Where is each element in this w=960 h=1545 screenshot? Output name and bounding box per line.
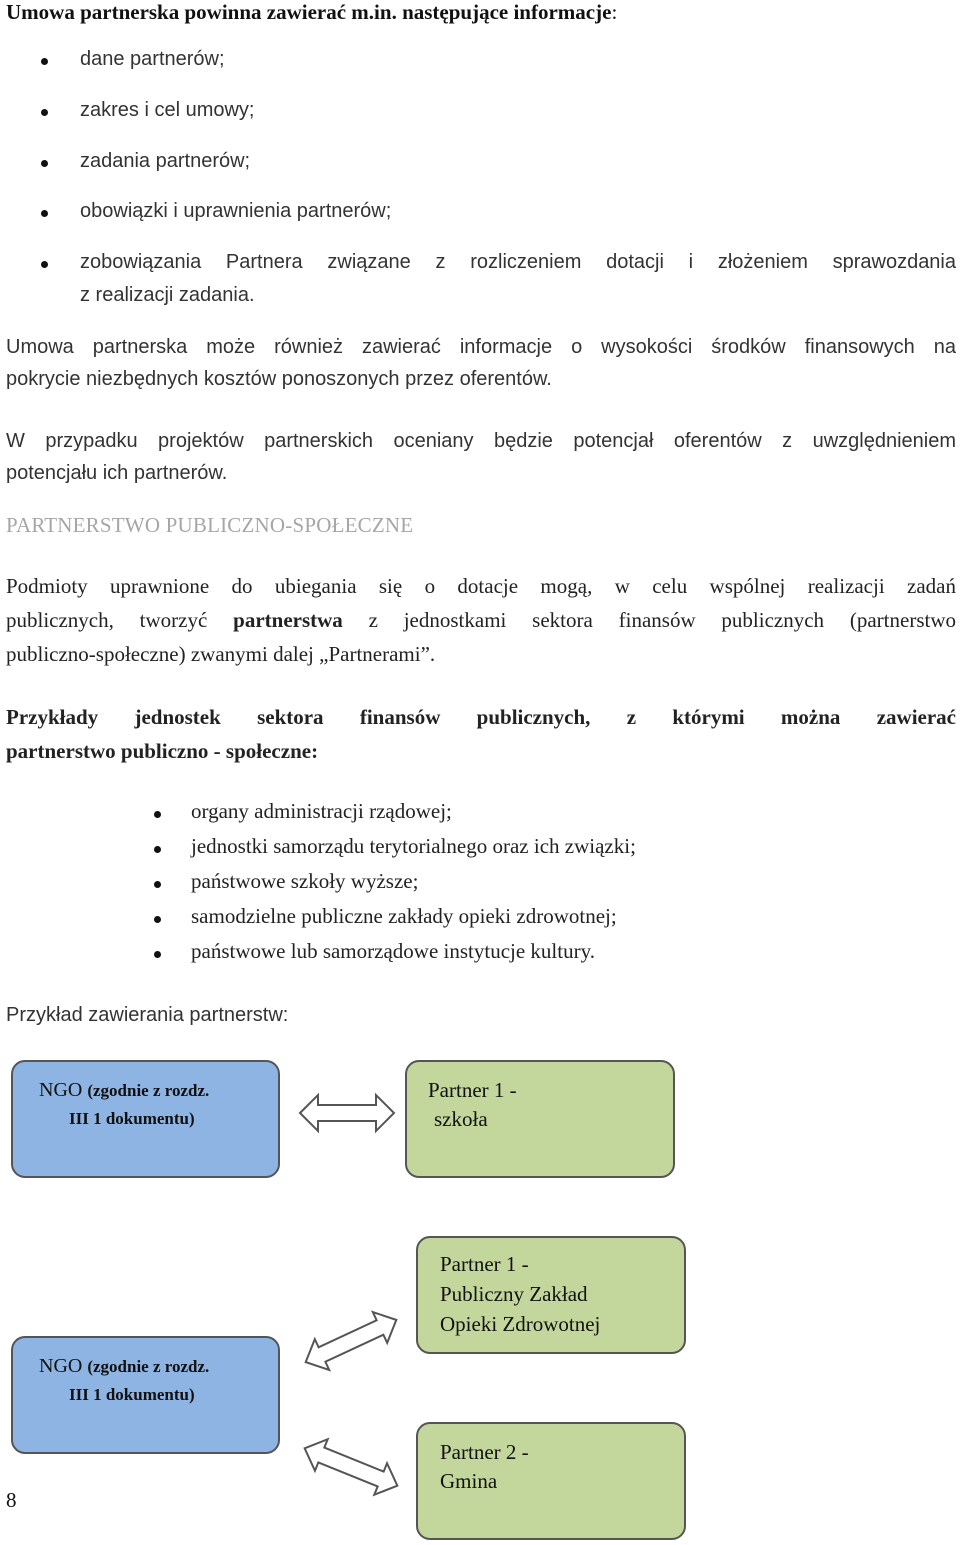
paragraph-line: publiczno-społeczne) zwanymi dalej „Partnerami”. <box>6 642 436 666</box>
list-item: samodzielne publiczne zakłady opieki zdrowotnej; <box>191 904 617 928</box>
bullet-icon <box>154 951 161 958</box>
ngo-note-line2: III 1 dokumentu) <box>69 1385 195 1404</box>
paragraph-line: pokrycie niezbędnych kosztów ponoszonych przez oferentów. <box>6 368 552 390</box>
bullet-icon <box>41 210 48 217</box>
bullet-icon <box>41 109 48 116</box>
bullet-icon <box>41 160 48 167</box>
double-arrow-up-icon <box>296 1306 406 1376</box>
heading-line: Przykłady jednostek sektora finansów publicznych, z którymi można zawierać <box>6 705 956 729</box>
partner-box-health <box>416 1236 686 1354</box>
double-arrow-icon <box>298 1092 396 1134</box>
list-item: organy administracji rządowej; <box>191 799 452 823</box>
ngo-name: NGO <box>39 1079 83 1101</box>
ngo-note-line2: III 1 dokumentu) <box>69 1109 195 1128</box>
example-label: Przykład zawierania partnerstw: <box>6 1004 289 1026</box>
paragraph-projects <box>6 425 956 489</box>
ngo-note: (zgodnie z rozdz. <box>87 1357 210 1376</box>
list-item-line: z realizacji zadania. <box>80 284 255 306</box>
ngo-box-line <box>39 1076 209 1105</box>
ngo-note: (zgodnie z rozdz. <box>87 1081 210 1100</box>
ngo-box <box>11 1060 280 1178</box>
paragraph-funds <box>6 331 956 395</box>
list-item: zakres i cel umowy; <box>80 99 255 121</box>
list-item: jednostki samorządu terytorialnego oraz ich związki; <box>191 834 636 858</box>
paragraph-line: W przypadku projektów partnerskich oceniany będzie potencjał oferentów z uwzględnieniem <box>6 430 956 452</box>
bullet-icon <box>154 846 161 853</box>
paragraph-entities <box>6 569 956 671</box>
list-item-line: zobowiązania Partnera związane z rozliczeniem dotacji i złożeniem sprawozdania <box>80 251 956 273</box>
title-text: Umowa partnerska powinna zawierać m.in. następujące informacje <box>6 0 612 24</box>
bullet-icon <box>41 261 48 268</box>
examples-heading <box>6 700 956 768</box>
partner-box-line: Partner 2 - <box>440 1440 529 1464</box>
double-arrow-down-icon <box>296 1432 406 1502</box>
partner-box-gmina <box>416 1422 686 1540</box>
list-item: państwowe lub samorządowe instytucje kultury. <box>191 939 595 963</box>
page-title <box>6 0 617 25</box>
partner-box-line: Gmina <box>440 1469 498 1493</box>
ngo-name: NGO <box>39 1355 83 1377</box>
bullet-icon <box>154 916 161 923</box>
partner-box-school <box>405 1060 675 1178</box>
partner-box-line: Opieki Zdrowotnej <box>440 1312 601 1336</box>
partner-box-line: szkoła <box>434 1107 488 1131</box>
partner-box-line: Publiczny Zakład <box>440 1282 588 1306</box>
section-heading: PARTNERSTWO PUBLICZNO-SPOŁECZNE <box>6 513 414 537</box>
heading-line: partnerstwo publiczno - społeczne: <box>6 739 319 763</box>
bullet-icon <box>154 881 161 888</box>
list-item: zadania partnerów; <box>80 150 251 172</box>
ngo-box-2 <box>11 1336 280 1454</box>
ngo-box-line <box>39 1352 209 1381</box>
list-item: państwowe szkoły wyższe; <box>191 869 419 893</box>
bullet-icon <box>154 811 161 818</box>
partnerstwa-bold: partnerstwa <box>233 608 343 632</box>
page-number: 8 <box>6 1488 17 1512</box>
list-item: obowiązki i uprawnienia partnerów; <box>80 200 392 222</box>
list-item: dane partnerów; <box>80 48 225 70</box>
partner-box-line: Partner 1 - <box>428 1078 517 1102</box>
bullet-icon <box>41 58 48 65</box>
paragraph-line: Podmioty uprawnione do ubiegania się o dotacje mogą, w celu wspólnej realizacji zadań <box>6 574 956 598</box>
title-colon: : <box>611 0 618 24</box>
paragraph-line: Umowa partnerska może również zawierać informacje o wysokości środków finansowych na <box>6 336 956 358</box>
partner-box-line: Partner 1 - <box>440 1252 529 1276</box>
paragraph-line: publicznych, tworzyć partnerstwa z jednostkami sektora finansów publicznych (partnerstwo <box>6 608 956 632</box>
paragraph-line: potencjału ich partnerów. <box>6 462 228 484</box>
